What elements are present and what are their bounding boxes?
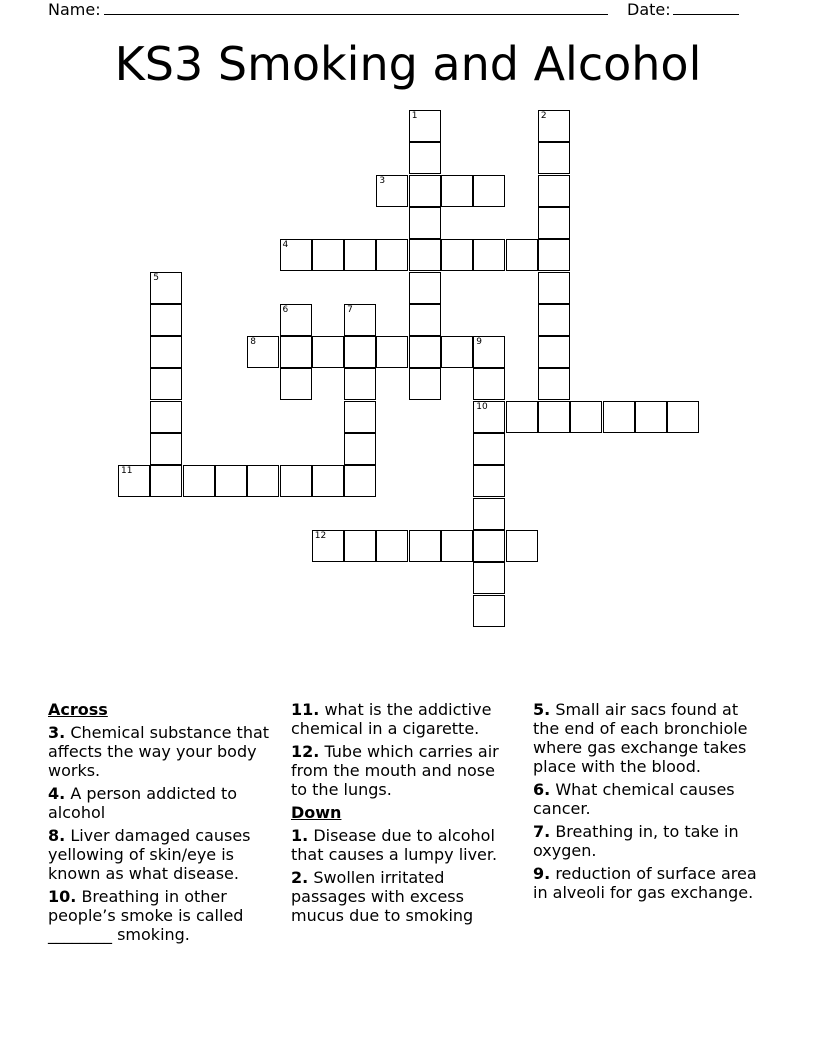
clue-text: what is the addictive chemical in a cigarette. xyxy=(291,700,492,738)
grid-cell[interactable] xyxy=(635,401,667,433)
grid-cell[interactable] xyxy=(473,562,505,594)
clue-text: Disease due to alcohol that causes a lumpy liver. xyxy=(291,826,498,864)
grid-cell[interactable] xyxy=(344,401,376,433)
date-label: Date: xyxy=(627,0,671,19)
grid-cell[interactable] xyxy=(150,336,182,368)
clue-number: 1. xyxy=(291,826,309,845)
grid-cell[interactable] xyxy=(441,175,473,207)
clue-number: 12. xyxy=(291,742,320,761)
clue-number: 8. xyxy=(48,826,66,845)
clue-number: 9. xyxy=(533,864,551,883)
grid-cell[interactable] xyxy=(473,530,505,562)
grid-cell[interactable] xyxy=(280,304,312,336)
across-heading: Across xyxy=(48,700,108,719)
grid-cell[interactable] xyxy=(312,465,344,497)
clue-number: 10. xyxy=(48,887,77,906)
grid-cell[interactable] xyxy=(667,401,699,433)
grid-cell[interactable] xyxy=(280,336,312,368)
grid-cell[interactable] xyxy=(538,368,570,400)
grid-cell[interactable] xyxy=(376,336,408,368)
grid-cell[interactable] xyxy=(344,239,376,271)
down-clue-6 xyxy=(533,780,768,818)
grid-cell[interactable] xyxy=(215,465,247,497)
grid-cell[interactable] xyxy=(409,110,441,142)
grid-cell[interactable] xyxy=(538,336,570,368)
grid-cell[interactable] xyxy=(312,530,344,562)
grid-cell[interactable] xyxy=(473,401,505,433)
down-clue-7 xyxy=(533,822,768,860)
grid-cell[interactable] xyxy=(538,304,570,336)
grid-cell[interactable] xyxy=(538,175,570,207)
clue-text: A person addicted to alcohol xyxy=(48,784,238,822)
grid-cell[interactable] xyxy=(280,368,312,400)
across-clue-10 xyxy=(48,887,270,944)
clue-text: Swollen irritated passages with excess mucus due to smoking xyxy=(291,868,474,925)
grid-cell[interactable] xyxy=(376,175,408,207)
grid-cell[interactable] xyxy=(441,336,473,368)
grid-cell[interactable] xyxy=(473,433,505,465)
cell-number: 5 xyxy=(153,272,160,283)
clue-number: 6. xyxy=(533,780,551,799)
clue-text: reduction of surface area in alveoli for gas exchange. xyxy=(533,864,757,902)
grid-cell[interactable] xyxy=(150,272,182,304)
clue-number: 7. xyxy=(533,822,551,841)
down-heading: Down xyxy=(291,803,342,822)
grid-cell[interactable] xyxy=(473,175,505,207)
grid-cell[interactable] xyxy=(344,530,376,562)
grid-cell[interactable] xyxy=(441,239,473,271)
cell-number: 10 xyxy=(476,401,488,412)
cell-number: 3 xyxy=(379,175,386,186)
grid-cell[interactable] xyxy=(376,530,408,562)
grid-cell[interactable] xyxy=(150,401,182,433)
grid-cell[interactable] xyxy=(344,433,376,465)
grid-cell[interactable] xyxy=(247,336,279,368)
grid-cell[interactable] xyxy=(409,530,441,562)
grid-cell[interactable] xyxy=(150,304,182,336)
grid-cell[interactable] xyxy=(473,368,505,400)
grid-cell[interactable] xyxy=(538,401,570,433)
grid-cell[interactable] xyxy=(183,465,215,497)
cell-number: 1 xyxy=(411,111,418,121)
grid-cell[interactable] xyxy=(344,304,376,336)
grid-cell[interactable] xyxy=(538,142,570,174)
grid-cell[interactable] xyxy=(603,401,635,433)
grid-cell[interactable] xyxy=(441,530,473,562)
cell-number: 6 xyxy=(282,304,289,315)
grid-cell[interactable] xyxy=(409,368,441,400)
grid-cell[interactable] xyxy=(344,368,376,400)
grid-cell[interactable] xyxy=(538,239,570,271)
grid-cell[interactable] xyxy=(150,368,182,400)
clue-column-1 xyxy=(48,700,270,948)
down-clue-5 xyxy=(533,700,768,776)
grid-cell[interactable] xyxy=(506,401,538,433)
clue-number: 2. xyxy=(291,868,309,887)
cell-number: 7 xyxy=(347,304,353,315)
grid-cell[interactable] xyxy=(280,465,312,497)
grid-cell[interactable] xyxy=(409,207,441,239)
name-label: Name: xyxy=(48,0,101,19)
grid-cell[interactable] xyxy=(118,465,150,497)
grid-cell[interactable] xyxy=(409,239,441,271)
grid-cell[interactable] xyxy=(538,272,570,304)
cell-number: 11 xyxy=(121,466,133,477)
grid-cell[interactable] xyxy=(473,595,505,627)
grid-cell[interactable] xyxy=(473,498,505,530)
across-clue-8 xyxy=(48,826,270,883)
grid-cell[interactable] xyxy=(409,175,441,207)
clue-column-2 xyxy=(291,700,516,929)
cell-number: 12 xyxy=(314,530,327,541)
cell-number: 8 xyxy=(250,337,256,348)
grid-cell[interactable] xyxy=(473,239,505,271)
clue-text: Breathing in, to take in oxygen. xyxy=(533,822,739,860)
grid-cell[interactable] xyxy=(409,142,441,174)
grid-cell[interactable] xyxy=(312,239,344,271)
grid-cell[interactable] xyxy=(344,336,376,368)
clue-column-3 xyxy=(533,700,768,906)
across-clue-12 xyxy=(291,742,516,799)
across-clue-3 xyxy=(48,723,270,780)
across-clue-4 xyxy=(48,784,270,822)
across-clue-11 xyxy=(291,700,516,738)
page-title: KS3 Smoking and Alcohol xyxy=(114,37,702,91)
grid-cell[interactable] xyxy=(376,239,408,271)
grid-cell[interactable] xyxy=(344,465,376,497)
clue-text: What chemical causes cancer. xyxy=(533,780,735,818)
clue-number: 3. xyxy=(48,723,66,742)
clue-number: 11. xyxy=(291,700,320,719)
grid-cell[interactable] xyxy=(409,304,441,336)
grid-cell[interactable] xyxy=(409,272,441,304)
down-clue-9 xyxy=(533,864,768,902)
grid-cell[interactable] xyxy=(538,110,570,142)
grid-cell[interactable] xyxy=(570,401,602,433)
clue-text: Small air sacs found at the end of each bronchiole where gas exchange takes place with the blood. xyxy=(533,700,748,776)
grid-cell[interactable] xyxy=(538,207,570,239)
clue-number: 5. xyxy=(533,700,551,719)
down-clue-2 xyxy=(291,868,516,925)
grid-cell[interactable] xyxy=(280,239,312,271)
cell-number: 2 xyxy=(540,111,547,121)
grid-cell[interactable] xyxy=(312,336,344,368)
grid-cell[interactable] xyxy=(150,465,182,497)
grid-cell[interactable] xyxy=(506,239,538,271)
cell-number: 4 xyxy=(282,240,289,251)
grid-cell[interactable] xyxy=(247,465,279,497)
clue-text: Liver damaged causes yellowing of skin/eye is known as what disease. xyxy=(48,826,251,883)
grid-cell[interactable] xyxy=(506,530,538,562)
grid-cell[interactable] xyxy=(409,336,441,368)
clue-text: Tube which carries air from the mouth and nose to the lungs. xyxy=(291,742,499,799)
clue-text: Breathing in other people’s smoke is called ________ smoking. xyxy=(48,887,244,944)
grid-cell[interactable] xyxy=(473,336,505,368)
clue-number: 4. xyxy=(48,784,66,803)
grid-cell[interactable] xyxy=(473,465,505,497)
cell-number: 9 xyxy=(476,337,483,348)
down-clue-1 xyxy=(291,826,516,864)
grid-cell[interactable] xyxy=(150,433,182,465)
clue-text: Chemical substance that affects the way your body works. xyxy=(48,723,270,780)
